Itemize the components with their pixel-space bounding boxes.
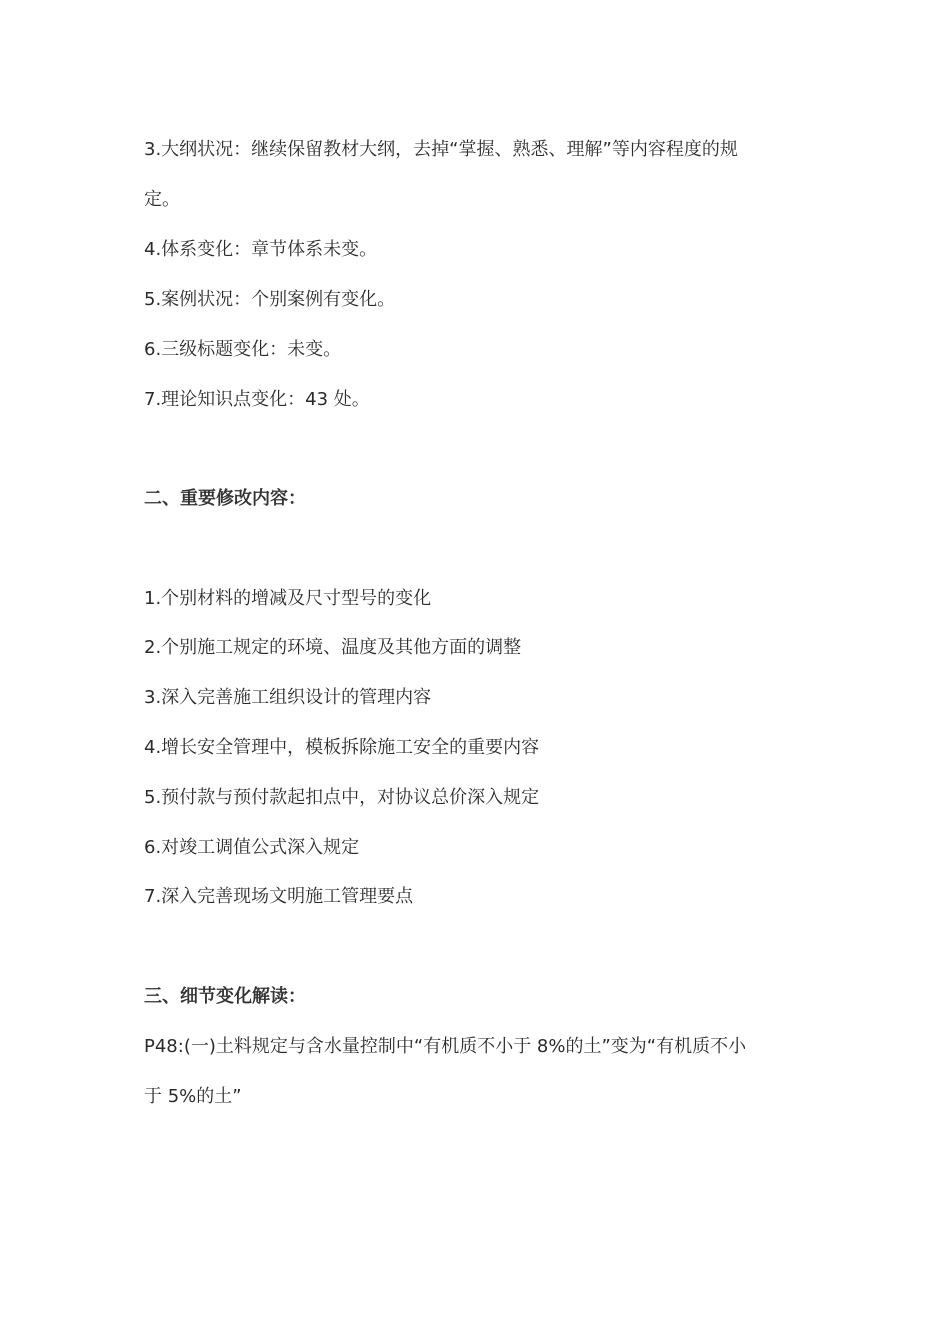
section-heading-detail-interpretation: 三、细节变化解读：: [144, 986, 306, 1007]
list-item: 4.增长安全管理中，模板拆除施工安全的重要内容: [144, 737, 540, 758]
detail-line-continued: 于 5%的土”: [144, 1086, 242, 1107]
case-status-line: 5.案例状况：个别案例有变化。: [144, 289, 396, 310]
list-item: 5.预付款与预付款起扣点中，对协议总价深入规定: [144, 787, 540, 808]
list-item: 6.对竣工调值公式深入规定: [144, 837, 360, 858]
third-level-title-line: 6.三级标题变化：未变。: [144, 339, 342, 360]
system-change-line: 4.体系变化：章节体系未变。: [144, 239, 378, 260]
list-item: 2.个别施工规定的环境、温度及其他方面的调整: [144, 637, 522, 658]
list-item: 7.深入完善现场文明施工管理要点: [144, 886, 414, 907]
detail-line: P48:(一)土料规定与含水量控制中“有机质不小于 8%的土”变为“有机质不小: [144, 1036, 747, 1057]
list-item: 1.个别材料的增减及尺寸型号的变化: [144, 588, 432, 609]
knowledge-point-line: 7.理论知识点变化：43 处。: [144, 389, 370, 410]
list-item: 3.深入完善施工组织设计的管理内容: [144, 687, 432, 708]
section-heading-important-changes: 二、重要修改内容：: [144, 488, 306, 509]
outline-status-line: 3.大纲状况：继续保留教材大纲，去掉“掌握、熟悉、理解”等内容程度的规: [144, 139, 738, 160]
outline-status-line-continued: 定。: [144, 189, 180, 210]
